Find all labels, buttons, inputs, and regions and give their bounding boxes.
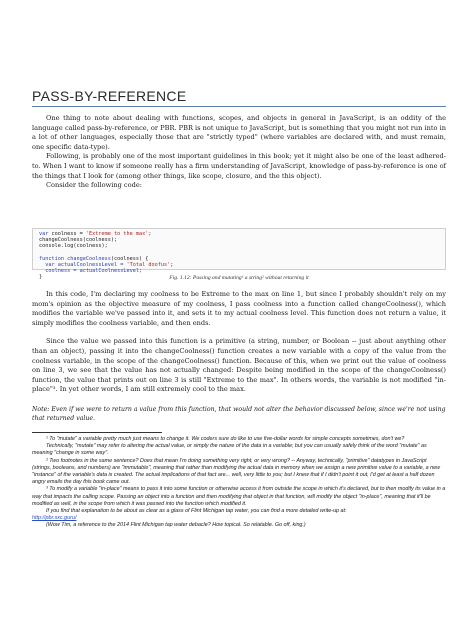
- intro-paragraphs: [32, 114, 446, 191]
- code-text: (coolness) {: [110, 255, 149, 262]
- footnote-3: ³ To modify a variable "in-place" means to pass it into some function or otherwise access it from outside the scope in which it's declared, but to then modify its value in a way that impacts the calling scope. Passing an object into a function and then modifying that object in that function, will modify the object "in-place", meaning that it'll be modified as well, in the scope from which it was passed into the function which modified it.: [32, 486, 446, 507]
- code-keyword: var: [39, 262, 55, 269]
- section-title: PASS-BY-REFERENCE: [32, 88, 187, 104]
- code-text: ;: [148, 231, 152, 237]
- paragraph-3: Consider the following code:: [46, 181, 142, 190]
- code-string: 'Total doofus': [126, 262, 171, 269]
- code-text: actualCoolnessLevel =: [54, 262, 127, 269]
- footnote-1-continued: Technically, "mutate" may refer to altering the actual value, or simply the nature of the data in a variable; but you can usually safely think of the word "mutate" as meaning "change in some way".: [32, 443, 427, 457]
- paragraph-2: Following, is probably one of the most important guidelines in this book; yet it might also be one of the least adhered-to. When I want to know if someone really has a firm understanding of JavaScript, knowledge of pass-by-reference is one of the things that I look for (among other things, like scope, closure, and the this object).: [32, 152, 446, 180]
- code-keyword: var: [39, 231, 49, 237]
- paragraph-5: Since the value we passed into this function is a primitive (a string, number, or Boolean -- just about anything other than an object), passing it into the changeCoolness() function creates a new variable with a copy of the value from the coolness variable, in the scope of the changeCoolness() function. Because of this, when we print out the value of coolness on line 3, we see that the value has not actually changed: Despite being modified in the scope of the changeCoolness() function, the value that prints out on line 3 is still "Extreme to the max". In others words, the variable is not modified "in-place"³. In yet other words, I am still extremely cool to the max.: [32, 337, 446, 394]
- footnote-2: ² Two footnotes in the same sentence? Does that mean I'm doing something very right, or very wrong? -- Anyway, technically, "primitive" datatypes in JavaScript (strings, booleans, and numbers) are "immutable", meaning that rather than modifying the actual data in memory when we assign a new primitive value to a variable, a new "instance" of the variable's data is created. The actual implications of that fact are... well, very little to you; but I knew that if I didn't point it out, I'd get at least a half dozen angry emails the day this book came out.: [32, 457, 441, 486]
- footnote-1: ¹ To "mutate" a variable pretty much just means to change it. We coders sure do like to use five-dollar words for simple concepts sometimes, don't we?: [46, 436, 405, 442]
- code-text: ;: [170, 262, 174, 269]
- code-text: coolness =: [48, 231, 86, 237]
- explanation-paragraphs: [32, 290, 446, 395]
- code-line-3: console.log(coolness);: [39, 243, 108, 250]
- code-line-2: changeCoolness(coolness);: [39, 237, 118, 244]
- paragraph-1: One thing to note about dealing with functions, scopes, and objects in general in JavaScript, is an oddity of the language called pass-by-reference, or PBR. PBR is not unique to JavaScript, but is something that you might not run into in a lot of other languages, especially those that are "strictly typed" (where variables are declared with, and must remain, one specific data-type).: [32, 114, 446, 151]
- title-underline: [32, 106, 446, 107]
- footnote-3-continued: If you find that explanation to be about as clear as a glass of Flint Michigan tap water, you can find a more detailed write-up at:: [46, 508, 347, 515]
- figure-caption: Fig. 1.12: Passing and mutating¹ a string² without returning it: [169, 275, 309, 281]
- code-string: 'Extreme to the max': [85, 231, 149, 237]
- code-line-7: coolness = actualCoolnessLevel;: [39, 268, 143, 275]
- code-keyword: function: [39, 255, 64, 262]
- note-paragraph: Note: Even if we were to return a value from this function, that would not alter the behavior discussed below, since we're not using that returned value.: [32, 406, 446, 422]
- footnote-link[interactable]: http://pbr.sxc.guru/: [32, 515, 77, 522]
- code-line-8: }: [39, 274, 43, 281]
- paragraph-4: In this code, I'm declaring my coolness to be Extreme to the max on line 1, but since I probably shouldn't rely on my mom's opinion as the objective measure of my coolness, I pass coolness into a function called changeCoolness(), which modifies the variable we've passed into it, and sets it to my actual coolness level. This function does not return a value, it simply modifies the coolness variable, and then ends.: [32, 290, 446, 327]
- code-function-name: changeCoolness: [64, 255, 111, 262]
- footnote-divider: [32, 432, 162, 433]
- footnotes: [32, 436, 446, 530]
- footnote-link-line: [32, 515, 446, 522]
- footnote-3-aside: (Wow Tim, a reference to the 2014 Flint Michigan tap water debacle? How topical. So relatable. Go off, king.): [46, 522, 306, 529]
